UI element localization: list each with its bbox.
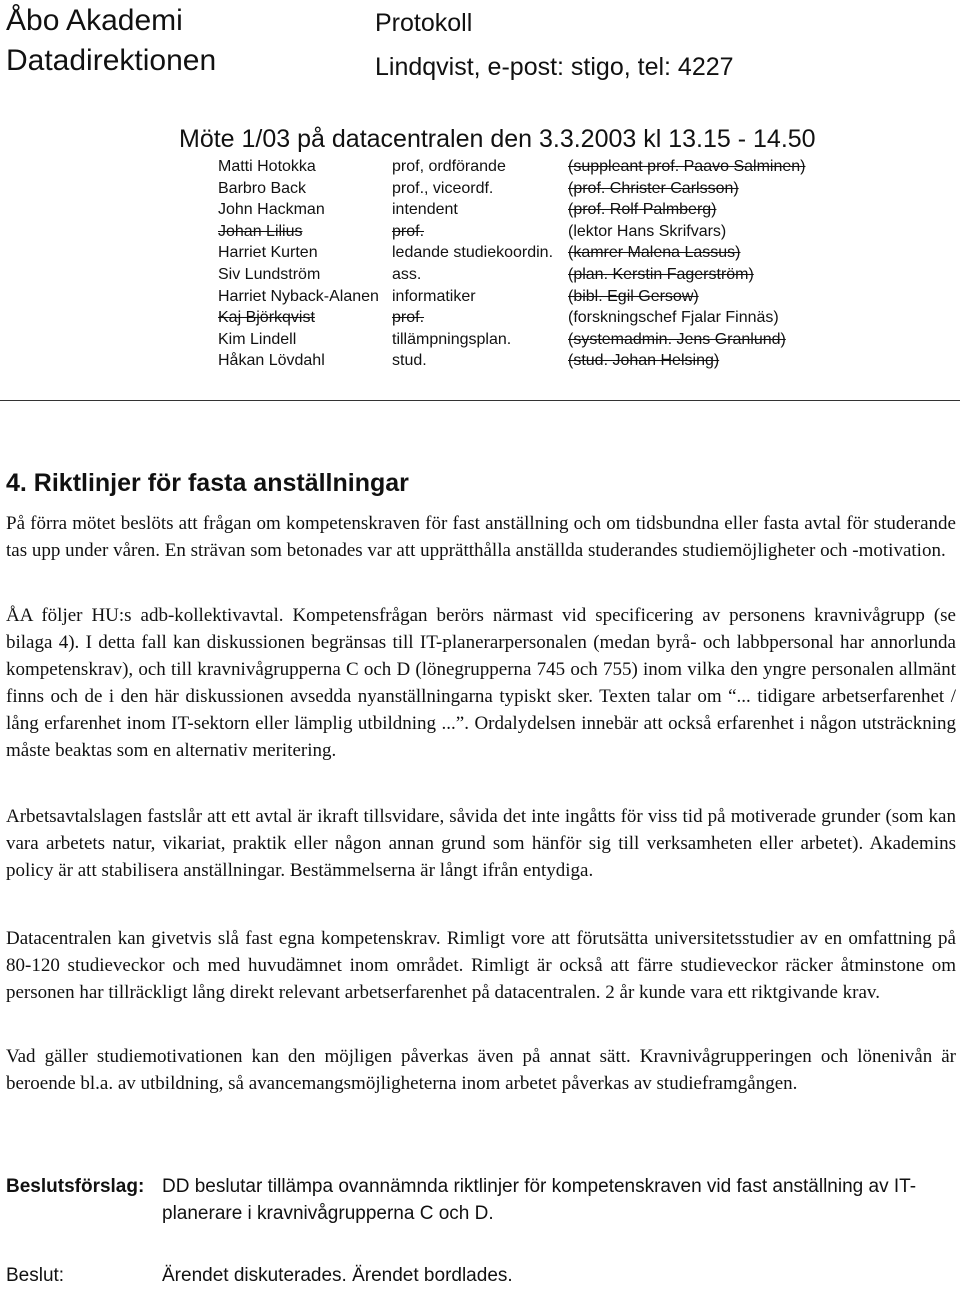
department-name: Datadirektionen [6,44,217,77]
attendee-role: prof. [392,309,425,326]
decision-label: Beslut: [6,1265,65,1286]
paragraph-collective-agreement: ÅA följer HU:s adb-kollektivavtal. Kompetensfrågan berörs närmast vid specificering av personens kravnivågrupp (se bilaga 4). I detta fall kan diskussionen begränsas till IT-planerarpersonalen (medan byrå- och labbpersonal har annorlunda kompetenskrav), och till kravnivågrupperna C och D (lönegrupperna 745 och 755) inom vilka den yngre personalen allmänt finns och de i den här diskussionen avsedda nyanställningarna typiskt sker. Texten talar om “... tidigare arbetserfarenhet / lång erfarenhet inom IT-sektorn eller lämplig utbildning ...”. Ordalydelsen innebär att också erfarenhet i någon utsträckning måste beaktas som en alternativ meritering. [6,605,956,761]
attendee-deputy: (kamrer Malena Lassus) [568,244,741,261]
paragraph-background: På förra mötet beslöts att frågan om kompetenskraven för fast anställning och om tidsbundna eller fasta avtal för studerande tas upp under våren. En strävan som betonades var att upprätthålla anställda studerandes studiemöjligheter och -motivation. [6,513,956,561]
attendee-deputy: (systemadmin. Jens Granlund) [568,331,786,348]
paragraph-employment-law: Arbetsavtalslagen fastslår att ett avtal är ikraft tillsvidare, såvida det inte ingåtts för viss tid på motiverade grunder (som kan vara arbetets natur, vikariat, praktik eller någon annan grund som hänför sig till verksamheten eller arbetet). Akademins policy är att stabilisera anställningar. Bestämmelserna är långt ifrån entydiga. [6,806,956,881]
attendee-deputy: (prof. Christer Carlsson) [568,180,739,197]
attendee-deputy: (plan. Kerstin Fagerström) [568,266,754,283]
attendee-deputy: (lektor Hans Skrifvars) [568,223,727,240]
attendee-role: prof., viceordf. [392,180,494,197]
attendee-name: Kim Lindell [218,331,297,348]
attendee-name: Harriet Nyback-Alanen [218,288,379,305]
attendee-deputy: (prof. Rolf Palmberg) [568,201,717,218]
attendee-role: prof. [392,223,425,240]
proposal-label: Beslutsförslag: [6,1176,145,1197]
secretary-contact: Lindqvist, e-post: stigo, tel: 4227 [375,53,734,81]
attendee-name: Håkan Lövdahl [218,352,325,369]
attendee-deputy: (stud. Johan Helsing) [568,352,720,369]
organization-name: Åbo Akademi [6,4,183,37]
attendee-deputy: (bibl. Egil Gersow) [568,288,699,305]
meeting-title: Möte 1/03 på datacentralen den 3.3.2003 kl 13.15 - 14.50 [179,125,816,153]
attendee-name: Matti Hotokka [218,158,316,175]
attendee-name: Siv Lundström [218,266,321,283]
section-divider [0,400,960,401]
attendee-role: ass. [392,266,422,283]
paragraph-study-motivation: Vad gäller studiemotivationen kan den möjligen påverkas även på annat sätt. Kravnivågrupperingen och lönenivån är beroende bl.a. av utbildning, så avancemangsmöjligheterna inom arbetet påverkas av studieframgången. [6,1046,956,1094]
attendee-deputy: (forskningschef Fjalar Finnäs) [568,309,779,326]
document-type: Protokoll [375,9,473,37]
attendee-name: John Hackman [218,201,325,218]
attendee-role: tillämpningsplan. [392,331,512,348]
decision-text: Ärendet diskuterades. Ärendet bordlades. [162,1265,513,1286]
proposal-text: DD beslutar tillämpa ovannämnda riktlinjer för kompetenskraven vid fast anställning av IT-planerare i kravnivågrupperna C och D. [162,1176,917,1224]
section-heading: 4. Riktlinjer för fasta anställningar [6,469,409,497]
attendee-name: Harriet Kurten [218,244,318,261]
paragraph-competence-requirements: Datacentralen kan givetvis slå fast egna kompetenskrav. Rimligt vore att förutsätta universitetsstudier av en omfattning på 80-120 studieveckor och med huvudämnet inom området. Rimligt är också att färre studieveckor räcker åtminstone om personen har tillräckligt lång direkt relevant arbetserfarenhet på datacentralen. 2 år kunde vara ett riktgivande krav. [6,928,956,1003]
attendee-role: intendent [392,201,458,218]
attendee-name: Johan Lilius [218,223,303,240]
attendee-role: stud. [392,352,427,369]
attendee-deputy: (suppleant prof. Paavo Salminen) [568,158,806,175]
attendee-name: Barbro Back [218,180,307,197]
attendee-role: ledande studiekoordin. [392,244,554,261]
attendee-role: prof, ordförande [392,158,506,175]
attendee-role: informatiker [392,288,476,305]
attendee-name: Kaj Björkqvist [218,309,315,326]
